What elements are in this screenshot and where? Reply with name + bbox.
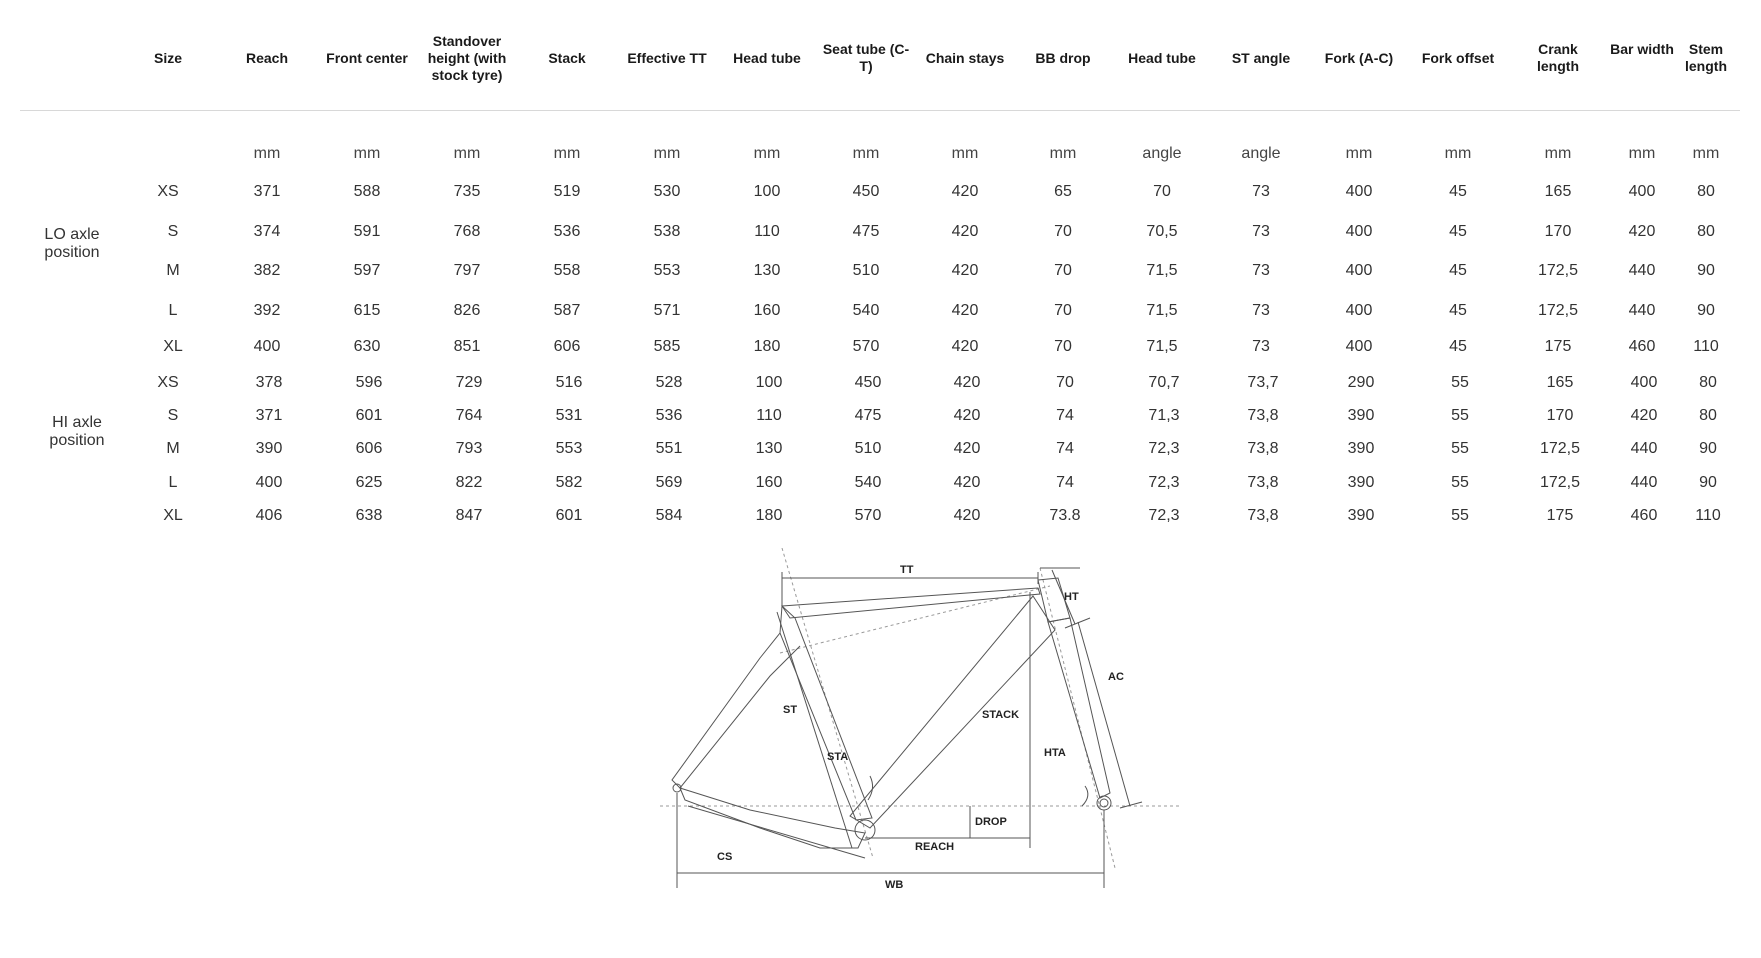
size-cell: L [168,474,178,491]
table-cell: 71,5 [1146,262,1178,279]
table-cell: 73 [1252,223,1270,240]
table-cell: 55 [1451,440,1469,457]
table-cell: 606 [553,338,581,355]
table-cell: 510 [852,262,880,279]
table-cell: 420 [951,338,979,355]
table-cell: 460 [1628,338,1656,355]
table-cell: 71,3 [1148,407,1180,424]
table-cell: 440 [1630,440,1658,457]
table-cell: 847 [455,507,483,524]
table-cell: 764 [455,407,483,424]
table-cell: 70 [1153,183,1171,200]
table-cell: 378 [255,374,283,391]
table-cell: 475 [854,407,882,424]
table-cell: 510 [854,440,882,457]
table-cell: 70,7 [1148,374,1180,391]
table-cell: 625 [355,474,383,491]
table-cell: 420 [953,374,981,391]
unit-label: mm [1628,145,1656,162]
header-divider [20,110,1740,111]
table-cell: 80 [1697,183,1715,200]
header-5: Effective TT [627,50,707,66]
diagram-label-ht: HT [1064,591,1079,603]
size-cell: XL [163,338,183,355]
header-14: Crank length [1537,41,1579,74]
table-cell: 71,5 [1146,302,1178,319]
table-cell: 420 [951,262,979,279]
table-cell: 390 [1347,407,1375,424]
table-cell: 110 [1693,338,1719,355]
table-cell: 290 [1347,374,1375,391]
table-cell: 160 [753,302,781,319]
table-cell: 175 [1546,507,1574,524]
diagram-label-wb: WB [885,879,904,891]
table-cell: 70 [1054,262,1072,279]
table-cell: 382 [253,262,281,279]
table-cell: 420 [1630,407,1658,424]
table-cell: 55 [1451,474,1469,491]
table-cell: 588 [353,183,381,200]
table-cell: 400 [1345,223,1373,240]
unit-label: mm [1444,145,1472,162]
table-cell: 172,5 [1539,474,1581,491]
table-cell: 797 [453,262,481,279]
table-cell: 180 [753,338,781,355]
table-cell: 420 [953,407,981,424]
table-cell: 73,8 [1247,407,1279,424]
table-cell: 450 [854,374,882,391]
table-cell: 110 [1695,507,1721,524]
table-cell: 73 [1252,183,1270,200]
table-cell: 70 [1054,223,1072,240]
table-cell: 460 [1630,507,1658,524]
table-cell: 90 [1699,474,1717,491]
table-cell: 390 [1347,474,1375,491]
hta-arc [1082,786,1088,806]
header-3: Standover height (with stock tyre) [427,33,507,83]
table-cell: 440 [1628,302,1656,319]
sta-arc [868,776,873,800]
size-cell: L [168,302,178,319]
table-cell: 571 [653,302,681,319]
unit-label: mm [1544,145,1572,162]
table-cell: 570 [854,507,882,524]
table-cell: 420 [951,183,979,200]
table-cell: 45 [1449,262,1467,279]
header-2: Front center [326,50,408,66]
table-cell: 793 [455,440,483,457]
unit-label: mm [753,145,781,162]
table-cell: 420 [951,302,979,319]
header-4: Stack [548,50,586,66]
table-cell: 591 [353,223,381,240]
table-cell: 400 [1628,183,1656,200]
table-cell: 601 [355,407,383,424]
top-tube [782,588,1040,618]
table-cell: 55 [1451,407,1469,424]
table-cell: 65 [1054,183,1072,200]
table-cell: 45 [1449,338,1467,355]
table-cell: 553 [653,262,681,279]
size-cell: XS [157,183,179,200]
table-cell: 170 [1544,223,1572,240]
table-cell: 551 [655,440,683,457]
table-cell: 130 [755,440,783,457]
size-cell: XL [163,507,183,524]
header-13: Fork offset [1421,50,1495,66]
table-cell: 475 [852,223,880,240]
table-cell: 582 [555,474,583,491]
table-cell: 406 [255,507,283,524]
bottom-bracket [855,820,875,840]
header-6: Head tube [733,50,801,66]
table-cell: 570 [852,338,880,355]
table-cell: 400 [255,474,283,491]
table-cell: 440 [1630,474,1658,491]
diagram-label-drop: DROP [975,816,1007,828]
table-cell: 73,8 [1247,474,1279,491]
header-16: Stem length [1685,41,1727,74]
table-cell: 70 [1054,302,1072,319]
table-cell: 553 [555,440,583,457]
unit-label: angle [1142,145,1182,162]
table-cell: 45 [1449,223,1467,240]
table-cell: 601 [555,507,583,524]
ac-dimension [1078,622,1130,806]
table-cell: 90 [1697,302,1715,319]
header-10: Head tube [1128,50,1196,66]
table-cell: 74 [1056,407,1074,424]
table-cell: 73,8 [1247,507,1279,524]
table-cell: 73 [1252,302,1270,319]
table-cell: 420 [951,223,979,240]
table-cell: 72,3 [1148,507,1180,524]
unit-label: mm [852,145,880,162]
table-cell: 170 [1546,407,1574,424]
table-cell: 400 [1345,183,1373,200]
diagram-label-hta: HTA [1044,747,1066,759]
unit-label: angle [1241,145,1281,162]
chain-stay [680,788,865,848]
frame-geometry-diagram [660,548,1180,918]
table-cell: 160 [755,474,783,491]
table-cell: 80 [1699,407,1717,424]
table-cell: 390 [1347,507,1375,524]
header-0: Size [153,50,182,66]
axle-position-label: HI axle position [49,414,105,449]
table-cell: 540 [852,302,880,319]
table-cell: 45 [1449,302,1467,319]
table-cell: 826 [453,302,481,319]
table-cell: 74 [1056,440,1074,457]
table-cell: 536 [655,407,683,424]
table-cell: 450 [852,183,880,200]
table-cell: 516 [555,374,583,391]
table-cell: 371 [255,407,283,424]
header-8: Chain stays [925,50,1005,66]
table-cell: 180 [755,507,783,524]
table-cell: 71,5 [1146,338,1178,355]
table-cell: 70,5 [1146,223,1178,240]
table-cell: 72,3 [1148,474,1180,491]
table-cell: 420 [953,474,981,491]
table-cell: 172,5 [1539,440,1581,457]
table-cell: 735 [453,183,481,200]
table-cell: 392 [253,302,281,319]
diagram-label-tt: TT [900,564,914,576]
table-cell: 400 [253,338,281,355]
size-cell: S [167,223,179,240]
table-cell: 400 [1345,338,1373,355]
fork [1048,618,1110,798]
table-cell: 55 [1451,507,1469,524]
table-cell: 70 [1056,374,1074,391]
table-cell: 165 [1546,374,1574,391]
table-cell: 100 [753,183,781,200]
table-cell: 400 [1630,374,1658,391]
unit-label: mm [1345,145,1373,162]
header-7: Seat tube (C-T) [822,41,910,74]
table-cell: 585 [653,338,681,355]
table-cell: 768 [453,223,481,240]
table-cell: 165 [1544,183,1572,200]
seat-stay [672,633,800,788]
table-cell: 536 [553,223,581,240]
table-cell: 531 [555,407,583,424]
table-cell: 110 [754,223,780,240]
cs-dimension [688,806,865,858]
table-cell: 90 [1699,440,1717,457]
tt-axis [780,586,1050,653]
table-cell: 597 [353,262,381,279]
header-12: Fork (A-C) [1324,50,1394,66]
size-cell: M [166,440,180,457]
table-cell: 100 [755,374,783,391]
table-cell: 596 [355,374,383,391]
table-cell: 606 [355,440,383,457]
table-cell: 528 [655,374,683,391]
table-cell: 420 [953,507,981,524]
unit-label: mm [453,145,481,162]
header-11: ST angle [1231,50,1291,66]
size-cell: XS [157,374,179,391]
table-cell: 569 [655,474,683,491]
table-cell: 73,7 [1247,374,1279,391]
unit-label: mm [553,145,581,162]
table-cell: 80 [1697,223,1715,240]
table-cell: 558 [553,262,581,279]
table-cell: 400 [1345,302,1373,319]
diagram-label-reach: REACH [915,841,955,853]
unit-label: mm [951,145,979,162]
table-cell: 175 [1544,338,1572,355]
header-15: Bar width [1610,41,1674,57]
table-cell: 110 [756,407,782,424]
table-cell: 530 [653,183,681,200]
table-cell: 420 [953,440,981,457]
diagram-label-cs: CS [717,851,733,863]
header-9: BB drop [1035,50,1091,66]
table-cell: 73 [1252,262,1270,279]
header-1: Reach [245,50,289,66]
table-cell: 390 [255,440,283,457]
table-cell: 584 [655,507,683,524]
diagram-label-stack: STACK [982,709,1020,721]
table-cell: 638 [355,507,383,524]
table-cell: 630 [353,338,381,355]
table-cell: 540 [854,474,882,491]
table-cell: 74 [1056,474,1074,491]
table-cell: 172,5 [1537,262,1579,279]
table-cell: 130 [753,262,781,279]
table-cell: 729 [455,374,483,391]
table-cell: 615 [353,302,381,319]
table-cell: 851 [453,338,481,355]
unit-label: mm [353,145,381,162]
table-cell: 400 [1345,262,1373,279]
diagram-label-st: ST [783,704,798,716]
table-cell: 420 [1628,223,1656,240]
table-cell: 45 [1449,183,1467,200]
table-cell: 80 [1699,374,1717,391]
table-cell: 70 [1054,338,1072,355]
table-cell: 440 [1628,262,1656,279]
table-cell: 73,8 [1247,440,1279,457]
table-cell: 374 [253,223,281,240]
unit-label: mm [653,145,681,162]
table-cell: 519 [553,183,581,200]
table-cell: 538 [653,223,681,240]
table-cell: 55 [1451,374,1469,391]
unit-label: mm [1049,145,1077,162]
diagram-label-ac: AC [1108,671,1124,683]
table-cell: 587 [553,302,581,319]
size-cell: S [167,407,179,424]
table-cell: 371 [253,183,281,200]
diagram-label-sta: STA [827,751,849,763]
down-tube [850,596,1055,828]
axle-position-label: LO axle position [44,226,100,261]
table-cell: 73 [1252,338,1270,355]
table-cell: 172,5 [1537,302,1579,319]
unit-label: mm [1692,145,1720,162]
unit-label: mm [253,145,281,162]
table-cell: 72,3 [1148,440,1180,457]
st-dimension [777,612,852,848]
table-cell: 73.8 [1049,507,1081,524]
table-cell: 390 [1347,440,1375,457]
size-cell: M [166,262,180,279]
table-cell: 822 [455,474,483,491]
table-cell: 90 [1697,262,1715,279]
